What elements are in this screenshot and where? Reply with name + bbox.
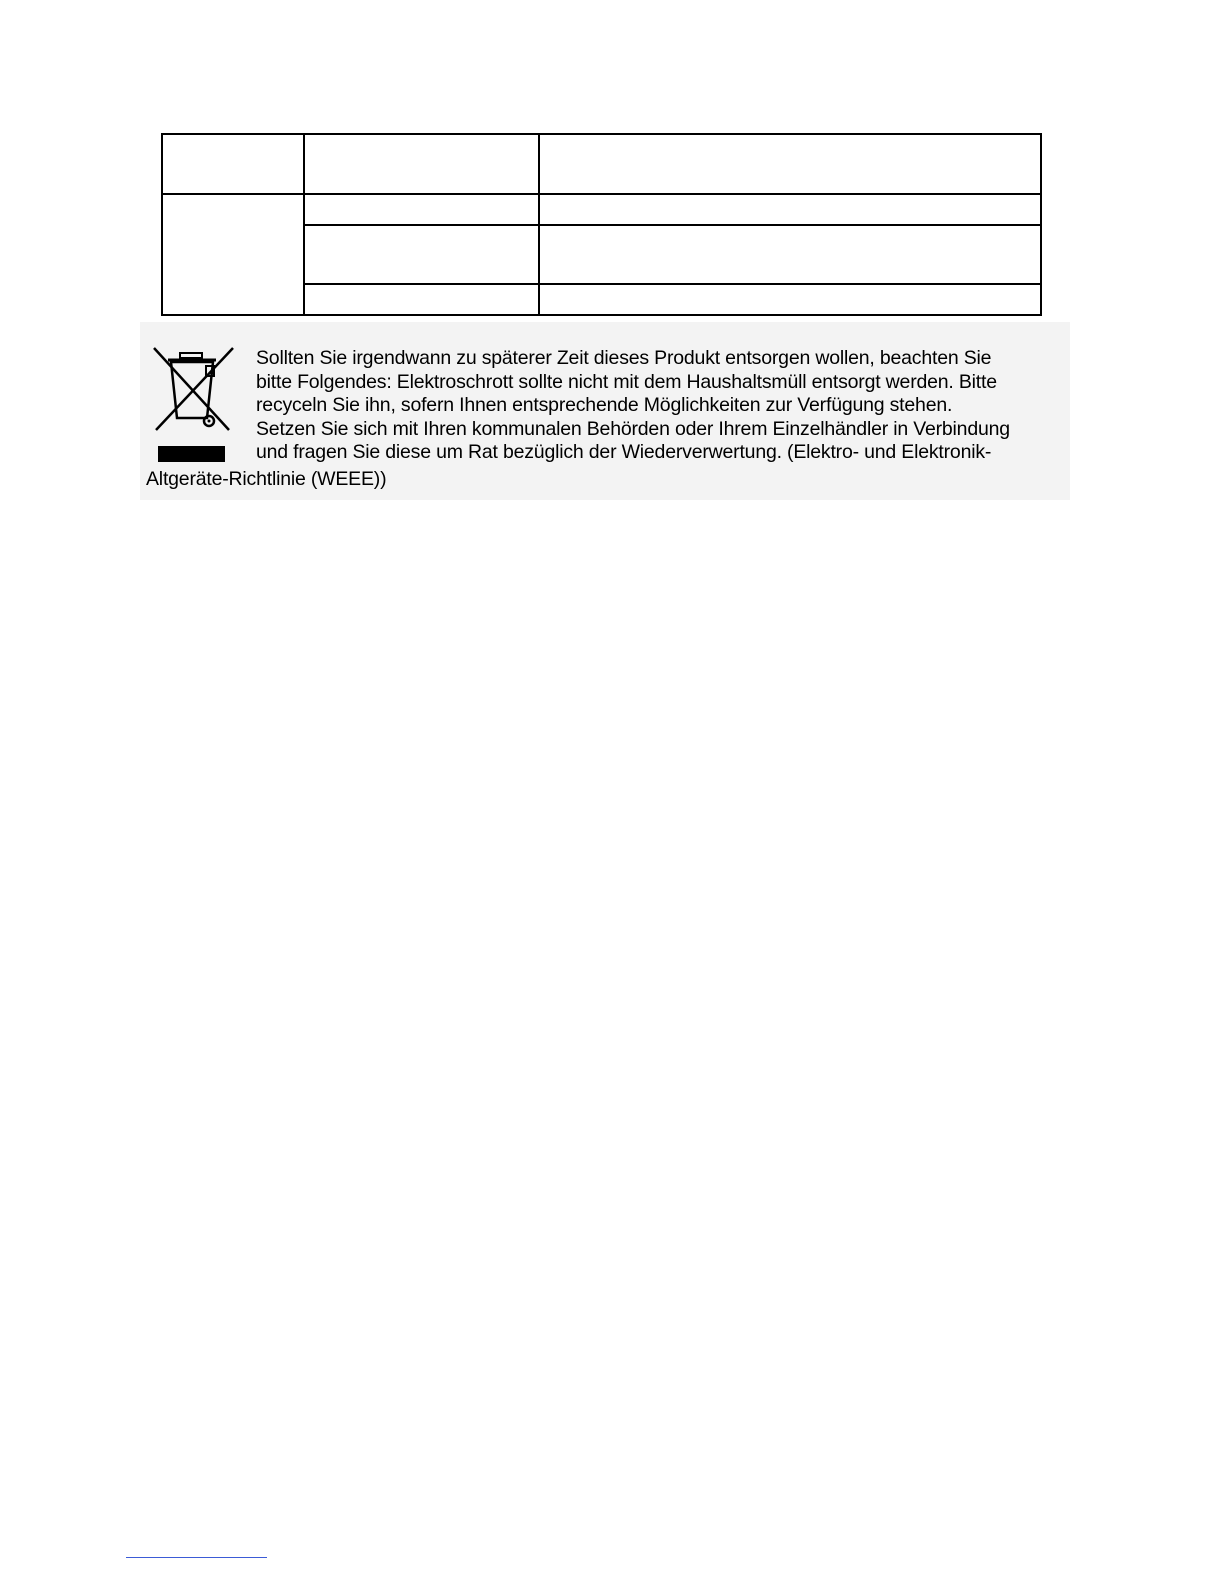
table-cell xyxy=(304,194,539,225)
table-cell xyxy=(539,284,1041,315)
table-cell xyxy=(539,194,1041,225)
notice-line-last: Altgeräte-Richtlinie (WEEE)) xyxy=(146,468,387,490)
table-cell xyxy=(304,134,539,194)
notice-line: Setzen Sie sich mit Ihren kommunalen Behörden oder Ihrem Einzelhändler in Verbindung xyxy=(256,417,1010,440)
notice-line: Sollten Sie irgendwann zu späterer Zeit dieses Produkt entsorgen wollen, beachten Sie xyxy=(256,347,992,369)
notice-line: bitte Folgendes: Elektroschrott sollte nicht mit dem Haushaltsmüll entsorgt werden. Bitte xyxy=(256,370,997,393)
table-cell xyxy=(304,225,539,284)
disposal-notice xyxy=(140,322,1070,500)
footnote-separator xyxy=(126,1557,267,1558)
table-cell xyxy=(539,225,1041,284)
notice-line: und fragen Sie diese um Rat bezüglich der Wiederverwertung. (Elektro- und Elektronik- xyxy=(256,441,992,463)
table-cell xyxy=(539,134,1041,194)
table-cell xyxy=(162,194,304,315)
table-cell xyxy=(162,134,304,194)
disposal-notice-text xyxy=(256,347,1068,465)
spec-table xyxy=(161,133,1042,316)
notice-line: recyceln Sie ihn, sofern Ihnen entsprechende Möglichkeiten zur Verfügung stehen. xyxy=(256,394,953,416)
table-row xyxy=(162,194,1041,225)
table-row xyxy=(162,134,1041,194)
table-cell xyxy=(304,284,539,315)
crossed-out-wheelie-bin-icon xyxy=(150,346,240,464)
